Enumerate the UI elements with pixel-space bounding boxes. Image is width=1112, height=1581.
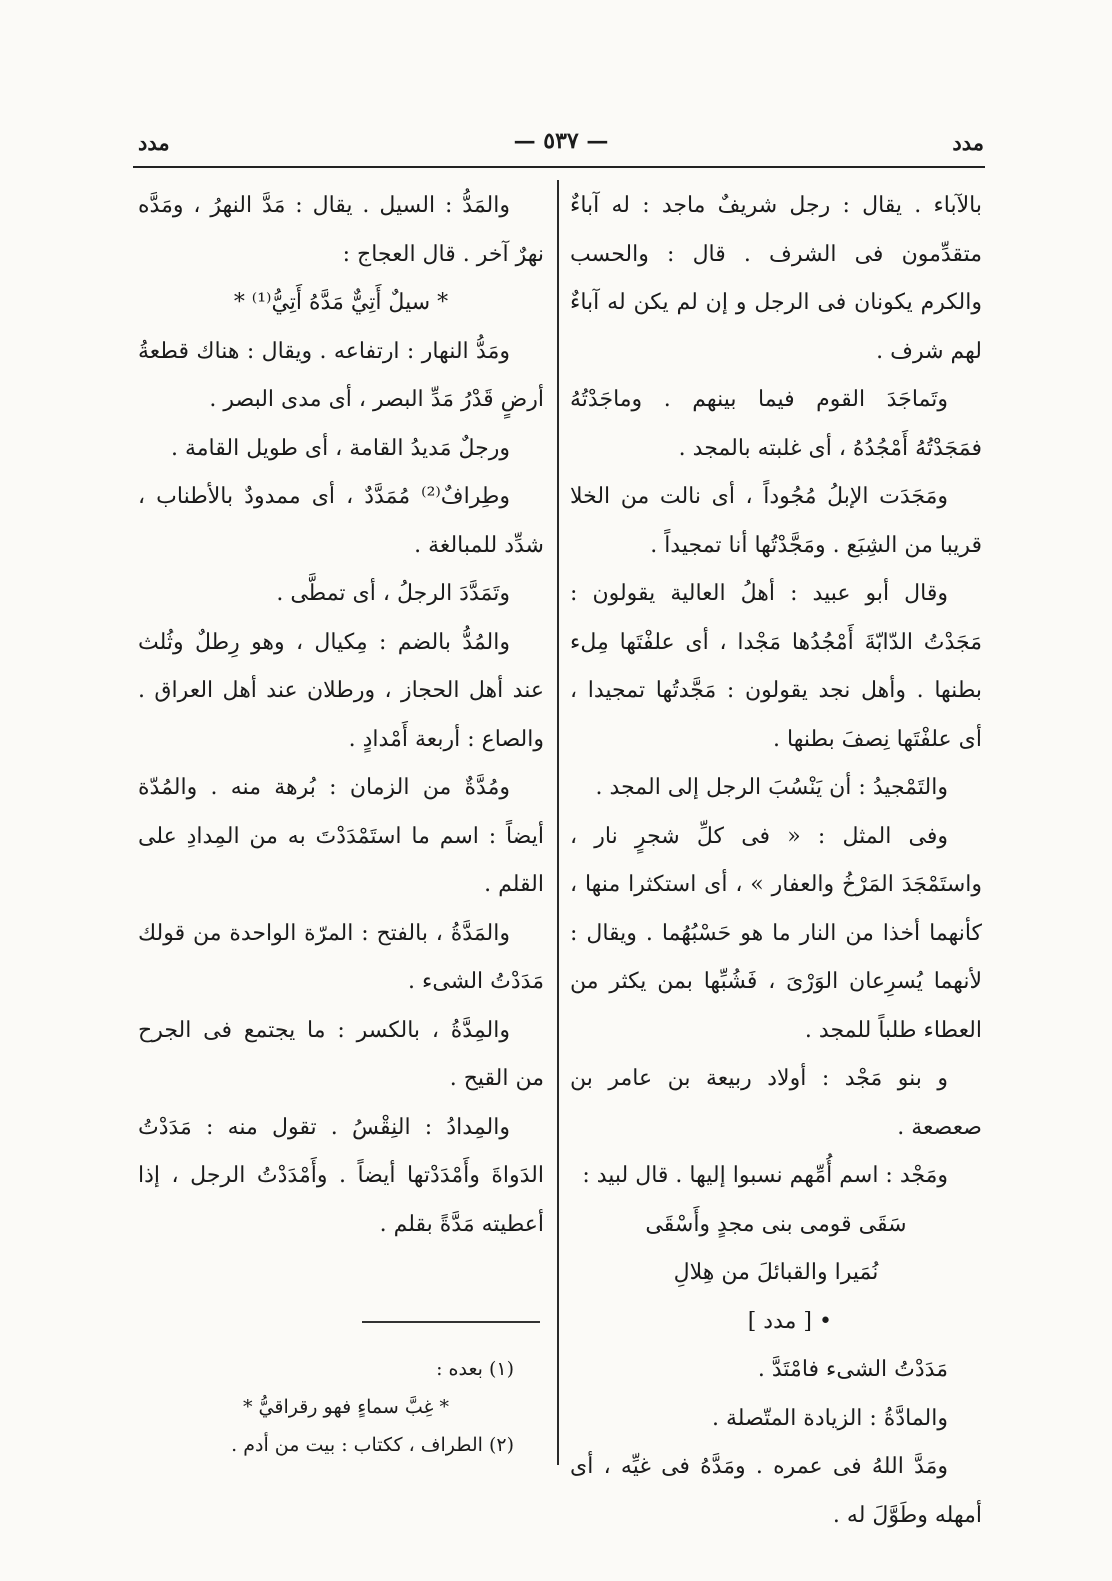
verse-line: نُمَيرا والقبائلَ من هِلالِ — [673, 1260, 879, 1285]
paragraph: ومَدَّ اللهُ فى عمره . ومَدَّهُ فى غيِّه ، أى أمهله وطَوَّلَ له . — [570, 1454, 982, 1528]
footnote: (١) بعده : — [436, 1358, 514, 1380]
footnote-rule — [362, 1321, 540, 1323]
paragraph: ومَجَدَت الإبلُ مُجُوداً ، أى نالت من الخلا قريبا من الشِبَع . ومَجَّدْتُها أنا تمجيداً . — [570, 484, 982, 558]
paragraph: والمِدادُ : النِقْسُ . تقول منه : مَدَدْتُ الدَواةَ وأَمْدَدْتها أيضاً . وأَمْدَدْتُ الرجل ، إذا أعطيته مَدَّةً بقلم . — [138, 1114, 544, 1237]
header-left-word: مدد — [138, 130, 170, 155]
paragraph: وتَمَدَّدَ الرجلُ ، أى تمطَّى . — [276, 581, 510, 606]
right-column — [570, 182, 982, 1540]
header-rule — [133, 166, 985, 168]
paragraph: مَدَدْتُ الشىء فامْتَدَّ . — [757, 1357, 948, 1382]
footnote: (٢) الطراف ، ككتاب : بيت من أدم . — [231, 1434, 514, 1456]
left-column — [138, 182, 544, 1249]
section-heading: • [ مدد ] — [747, 1308, 832, 1334]
footnotes — [178, 1350, 514, 1464]
paragraph: ومَدُّ النهار : ارتفاعه . ويقال : هناك قطعةُ أرضٍ قَدْرُ مَدِّ البصر ، أى مدى البصر . — [138, 338, 544, 412]
paragraph: والمادَّةُ : الزيادة المتّصلة . — [712, 1405, 948, 1431]
header-right-word: مدد — [952, 130, 984, 155]
paragraph: وطِرافٌ⁽²⁾ مُمَدَّدٌ ، أى ممدودٌ بالأطناب ، شدِّد للمبالغة . — [138, 484, 544, 558]
paragraph: والمُدُّ بالضم : مِكيال ، وهو رِطلٌ وثُلث عند أهل الحجاز ، ورطلان عند أهل العراق . والصاع : أربعة أَمْدادٍ . — [138, 629, 544, 752]
column-divider — [557, 180, 559, 1465]
paragraph: ورجلٌ مَديدُ القامة ، أى طويل القامة . — [170, 435, 510, 461]
paragraph: وتَماجَدَ القوم فيما بينهم . وماجَدْتُهُ فمَجَدْتُهُ أَمْجُدُهُ ، أى غلبته بالمجد . — [570, 387, 982, 461]
paragraph: والمَدُّ : السيل . يقال : مَدَّ النهرُ ، ومَدَّه نهرٌ آخر . قال العجاج : — [138, 193, 544, 267]
verse-line: * سيلٌ أَتِيٌّ مَدَّهُ أَتِيُّ⁽¹⁾ * — [233, 290, 449, 315]
page-header — [138, 128, 984, 168]
paragraph: وقال أبو عبيد : أهلُ العالية يقولون : مَجَدْتُ الدّابّةَ أَمْجُدُها مَجْدا ، أى علفْتَها مِلء بطنها . وأهل نجد يقولون : مَجَّدتُها تمجيدا ، أى علفْتَها نِصفَ بطنها . — [570, 581, 982, 752]
page-number: — ٥٣٧ — — [513, 128, 609, 154]
paragraph: بالآباء . يقال : رجل شريفٌ ماجد : له آباءٌ متقدِّمون فى الشرف . قال : والحسب والكرم يكونان فى الرجل و إن لم يكن له آباءٌ لهم شرف . — [570, 193, 982, 364]
paragraph: ومُدَّةٌ من الزمان : بُرهة منه . والمُدّة أيضاً : اسم ما استَمْدَدْتَ به من المِدادِ على القلم . — [138, 775, 544, 897]
paragraph: وفى المثل : « فى كلِّ شجرٍ نار ، واستَمْجَدَ المَرْخُ والعفار » ، أى استكثرا منها ، كأنهما أخذا من النار ما هو حَسْبُهُما . ويقال : لأنهما يُسرِعان الوَرْىَ ، فَشُبِّها بمن يكثر من العطاء طلباً للمجد . — [570, 823, 982, 1043]
paragraph: و بنو مَجْد : أولاد ربيعة بن عامر بن صعصعة . — [570, 1066, 982, 1140]
paragraph: والمِدَّةُ ، بالكسر : ما يجتمع فى الجرح من القيح . — [138, 1017, 544, 1091]
paragraph: والتَمْجيدُ : أن يَنْسُبَ الرجل إلى المجد . — [595, 775, 948, 800]
verse-line: سَقَى قومى بنى مجدٍ وأَسْقَى — [645, 1211, 907, 1237]
paragraph: والمَدَّةُ ، بالفتح : المرّة الواحدة من قولك مَدَدْتُ الشىء . — [138, 920, 544, 994]
paragraph: ومَجْد : اسم أُمِّهم نسبوا إليها . قال لبيد : — [582, 1163, 948, 1188]
footnote-verse: * غِبَّ سماءٍ فهو رقراقيُّ * — [242, 1396, 449, 1418]
